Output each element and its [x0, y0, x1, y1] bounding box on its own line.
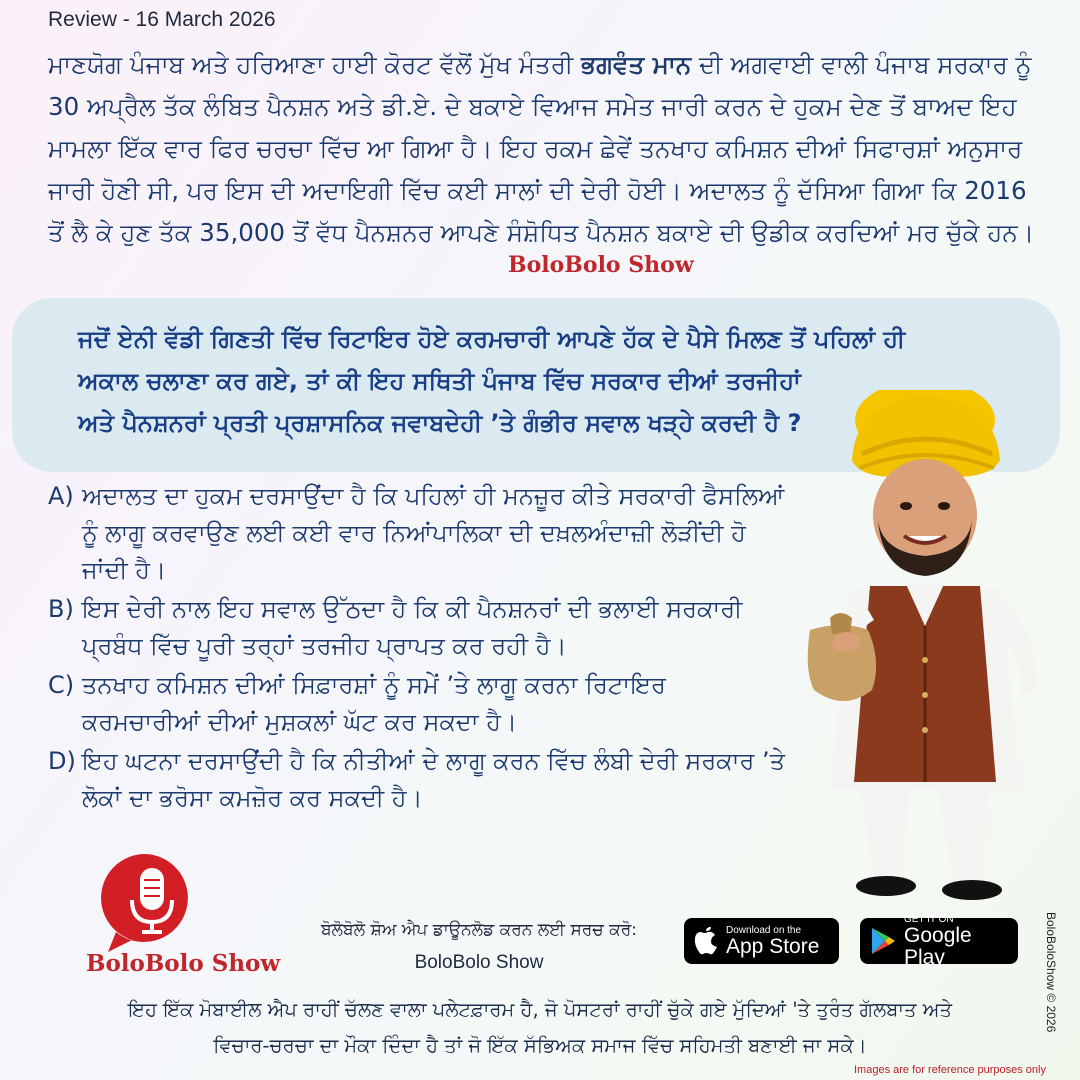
option-letter: A) [48, 482, 74, 510]
download-instruction: ਬੋਲੋਬੋਲੋ ਸ਼ੋਅ ਐਪ ਡਾਊਨਲੋਡ ਕਰਨ ਲਈ ਸਰਚ ਕਰੋ: [320, 920, 638, 940]
option-text: ਅਦਾਲਤ ਦਾ ਹੁਕਮ ਦਰਸਾਉਂਦਾ ਹੈ ਕਿ ਪਹਿਲਾਂ ਹੀ ਮਨਜ਼ੂਰ ਕੀਤੇ ਸਰਕਾਰੀ ਫੈਸਲਿਆਂ ਨੂੰ ਲਾਗੂ ਕਰਵਾਉਣ ਲਈ ਕਈ ਵਾਰ ਨਿਆਂਪਾਲਿਕਾ ਦੀ ਦਖ਼ਲਅੰਦਾਜ਼ੀ ਲੋੜੀਂਦੀ ਹੋ ਜਾਂਦੀ ਹੈ। [82, 482, 785, 584]
options-list [48, 478, 788, 819]
option-letter: D) [48, 747, 76, 775]
app-store-label: App Store [726, 934, 820, 958]
app-store-button[interactable] [684, 918, 839, 964]
intro-text-bold-name: ਭਗਵੰਤ ਮਾਨ [581, 50, 692, 79]
app-search-name: BoloBolo Show [414, 952, 544, 973]
footer-line-2: ਵਿਚਾਰ-ਚਰਚਾ ਦਾ ਮੌਕਾ ਦਿੰਦਾ ਹੈ ਤਾਂ ਜੋ ਇੱਕ ਸੱਭਿਅਕ ਸਮਾਜ ਵਿੱਚ ਸਹਿਮਤੀ ਬਣਾਈ ਜਾ ਸਕੇ। [213, 1034, 867, 1057]
politician-illustration [790, 390, 1070, 910]
watermark-brand: BoloBolo Show [508, 252, 694, 278]
option-d[interactable] [48, 743, 788, 817]
question-line-2: ਅਕਾਲ ਚਲਾਣਾ ਕਰ ਗਏ, ਤਾਂ ਕੀ ਇਹ ਸਥਿਤੀ ਪੰਜਾਬ ਵਿੱਚ ਸਰਕਾਰ ਦੀਆਂ ਤਰਜੀਹਾਂ [78, 367, 801, 395]
google-play-small-text: GET IT ON [904, 913, 954, 925]
google-play-label: Google Play [904, 923, 972, 969]
disclaimer-note: Images are for reference purposes only [854, 1064, 1046, 1076]
google-play-button[interactable] [860, 913, 1018, 969]
option-text: ਤਨਖਾਹ ਕਮਿਸ਼ਨ ਦੀਆਂ ਸਿਫ਼ਾਰਸ਼ਾਂ ਨੂੰ ਸਮੇਂ ’ਤੇ ਲਾਗੂ ਕਰਨਾ ਰਿਟਾਇਰ ਕਰਮਚਾਰੀਆਂ ਦੀਆਂ ਮੁਸ਼ਕਲਾਂ ਘੱਟ ਕਰ ਸਕਦਾ ਹੈ। [82, 671, 666, 736]
option-letter: C) [48, 671, 75, 699]
option-a[interactable] [48, 478, 788, 589]
logo-wordmark: BoloBolo Show [86, 950, 281, 977]
footer-line-1: ਇਹ ਇੱਕ ਮੋਬਾਈਲ ਐਪ ਰਾਹੀਂ ਚੱਲਣ ਵਾਲਾ ਪਲੇਟਫ਼ਾਰਮ ਹੈ, ਜੋ ਪੋਸਟਰਾਂ ਰਾਹੀਂ ਚੁੱਕੇ ਗਏ ਮੁੱਦਿਆਂ 'ਤੇ ਤੁਰੰਤ ਗੱਲਬਾਤ ਅਤੇ [128, 998, 952, 1021]
apple-icon [694, 927, 718, 955]
option-letter: B) [48, 595, 74, 623]
question-line-1: ਜਦੋਂ ਏਨੀ ਵੱਡੀ ਗਿਣਤੀ ਵਿੱਚ ਰਿਟਾਇਰ ਹੋਏ ਕਰਮਚਾਰੀ ਆਪਣੇ ਹੱਕ ਦੇ ਪੈਸੇ ਮਿਲਣ ਤੋਂ ਪਹਿਲਾਂ ਹੀ [78, 325, 906, 353]
google-play-icon [870, 927, 896, 955]
copyright-notice: BoloBoloShow © 2026 [1044, 912, 1058, 1033]
intro-paragraph [48, 44, 1048, 254]
intro-text-part2: ਦੀ ਅਗਵਾਈ ਵਾਲੀ ਪੰਜਾਬ ਸਰਕਾਰ ਨੂੰ 30 ਅਪ੍ਰੈਲ ਤੱਕ ਲੰਬਿਤ ਪੈਨਸ਼ਨ ਅਤੇ ਡੀ.ਏ. ਦੇ ਬਕਾਏ ਵਿਆਜ ਸਮੇਤ ਜਾਰੀ ਕਰਨ ਦੇ ਹੁਕਮ ਦੇਣ ਤੋਂ ਬਾਅਦ ਇਹ ਮਾਮਲਾ ਇੱਕ ਵਾਰ ਫਿਰ ਚਰਚਾ ਵਿੱਚ ਆ ਗਿਆ ਹੈ। ਇਹ ਰਕਮ ਛੇਵੇਂ ਤਨਖਾਹ ਕਮਿਸ਼ਨ ਦੀਆਂ ਸਿਫਾਰਸ਼ਾਂ ਅਨੁਸਾਰ ਜਾਰੀ ਹੋਣੀ ਸੀ, ਪਰ ਇਸ ਦੀ ਅਦਾਇਗੀ ਵਿੱਚ ਕਈ ਸਾਲਾਂ ਦੀ ਦੇਰੀ ਹੋਈ। ਅਦਾਲਤ ਨੂੰ ਦੱਸਿਆ ਗਿਆ ਕਿ 2016 ਤੋਂ ਲੈ ਕੇ ਹੁਣ ਤੱਕ 35,000 ਤੋਂ ਵੱਧ ਪੈਨਸ਼ਨਰ ਆਪਣੇ ਸੰਸ਼ੋਧਿਤ ਪੈਨਸ਼ਨ ਬਕਾਏ ਦੀ ਉਡੀਕ ਕਰਦਿਆਂ ਮਰ ਚੁੱਕੇ ਹਨ। [48, 50, 1035, 247]
option-b[interactable] [48, 591, 788, 665]
option-c[interactable] [48, 667, 788, 741]
download-prompt [284, 918, 674, 978]
review-date: Review - 16 March 2026 [48, 8, 276, 31]
option-text: ਇਸ ਦੇਰੀ ਨਾਲ ਇਹ ਸਵਾਲ ਉੱਠਦਾ ਹੈ ਕਿ ਕੀ ਪੈਨਸ਼ਨਰਾਂ ਦੀ ਭਲਾਈ ਸਰਕਾਰੀ ਪ੍ਰਬੰਧ ਵਿੱਚ ਪੂਰੀ ਤਰ੍ਹਾਂ ਤਰਜੀਹ ਪ੍ਰਾਪਤ ਕਰ ਰਹੀ ਹੈ। [82, 595, 743, 660]
intro-text-part1: ਮਾਣਯੋਗ ਪੰਜਾਬ ਅਤੇ ਹਰਿਆਣਾ ਹਾਈ ਕੋਰਟ ਵੱਲੋਂ ਮੁੱਖ ਮੰਤਰੀ [48, 50, 582, 79]
option-text: ਇਹ ਘਟਨਾ ਦਰਸਾਉਂਦੀ ਹੈ ਕਿ ਨੀਤੀਆਂ ਦੇ ਲਾਗੂ ਕਰਨ ਵਿੱਚ ਲੰਬੀ ਦੇਰੀ ਸਰਕਾਰ ’ਤੇ ਲੋਕਾਂ ਦਾ ਭਰੋਸਾ ਕਮਜ਼ੋਰ ਕਰ ਸਕਦੀ ਹੈ। [82, 747, 786, 812]
question-line-3: ਅਤੇ ਪੈਨਸ਼ਨਰਾਂ ਪ੍ਰਤੀ ਪ੍ਰਸ਼ਾਸਨਿਕ ਜਵਾਬਦੇਹੀ ’ਤੇ ਗੰਭੀਰ ਸਵਾਲ ਖੜ੍ਹੇ ਕਰਦੀ ਹੈ ? [78, 409, 802, 437]
footer-description [40, 992, 1040, 1064]
app-store-small-text: Download on the [726, 924, 802, 936]
